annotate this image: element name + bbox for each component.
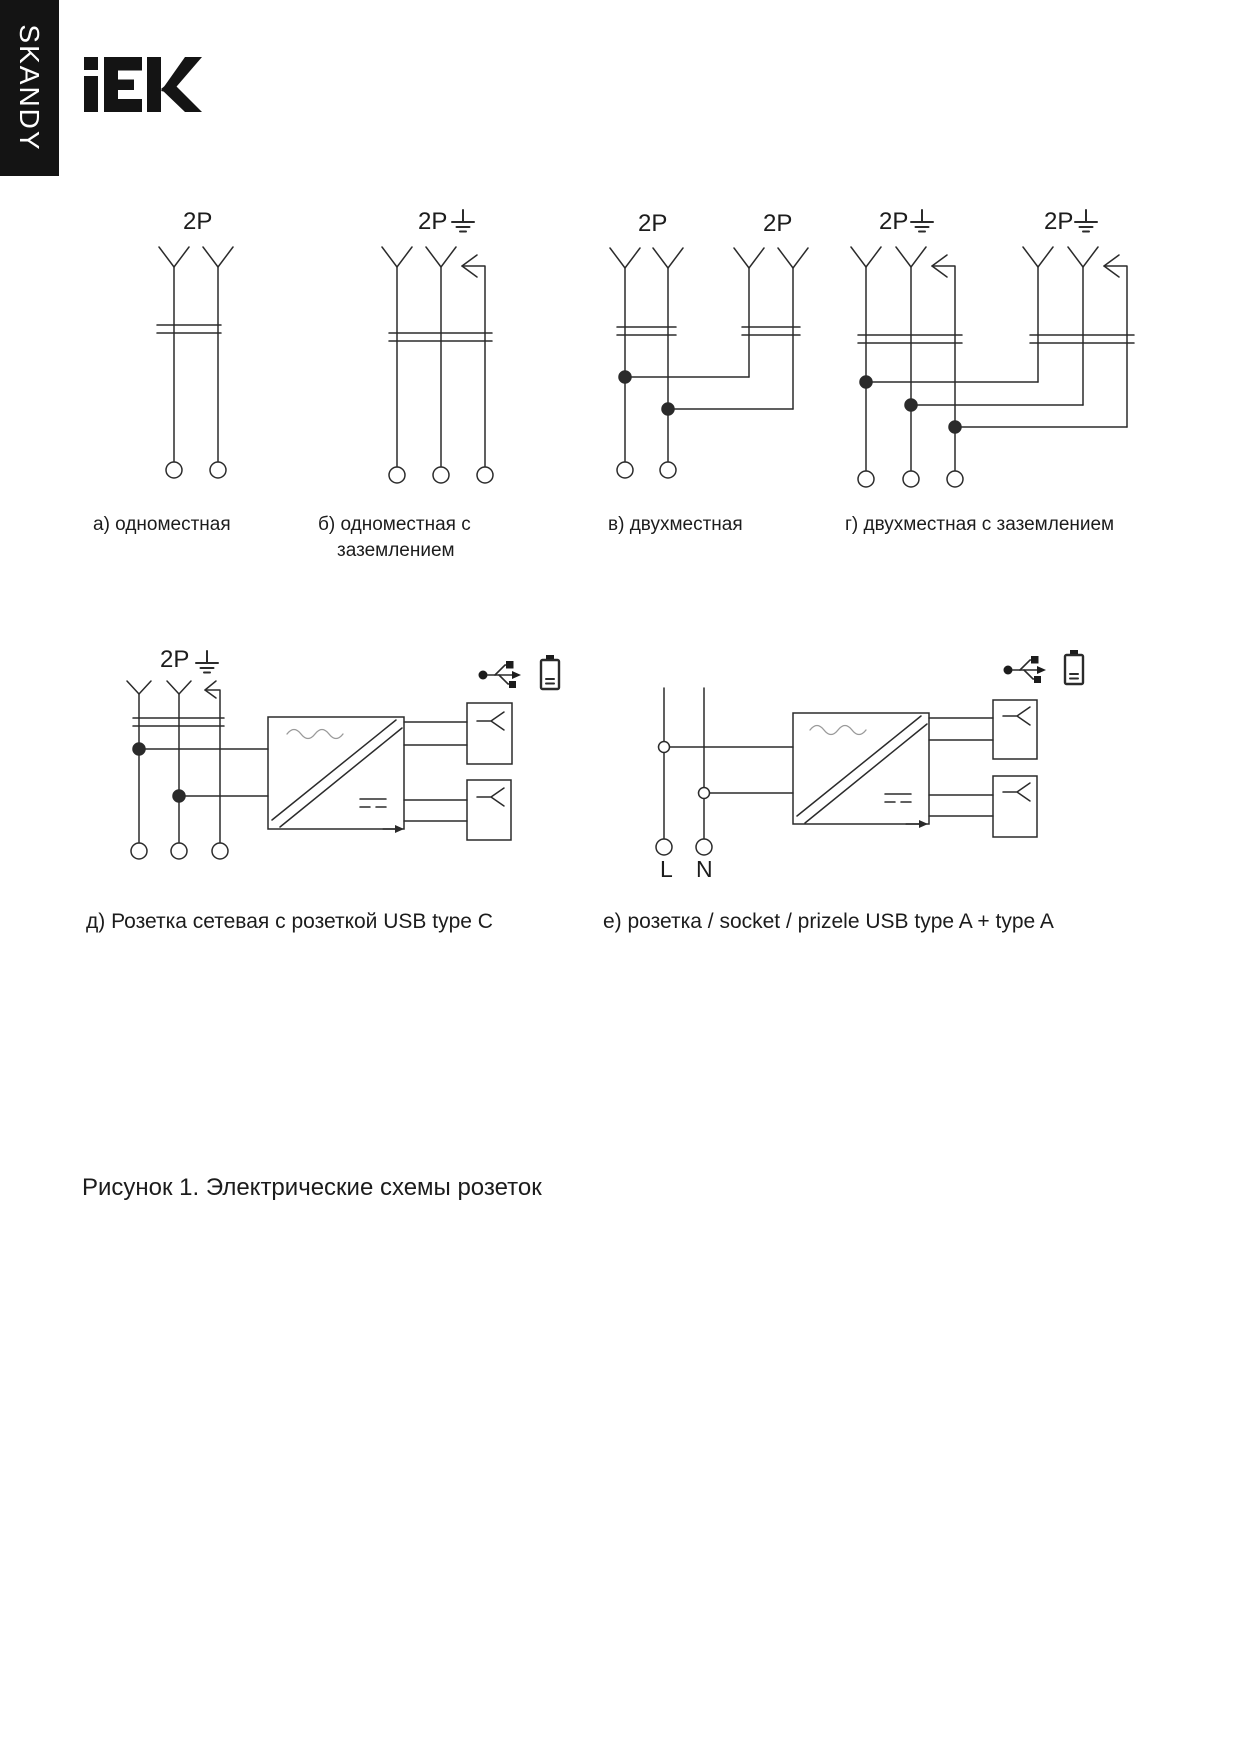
terminal (656, 839, 672, 855)
terminal (617, 462, 633, 478)
diagram-b-schematic (382, 210, 493, 483)
wires (1038, 266, 1127, 427)
socket-body-lines (157, 325, 221, 333)
terminal (166, 462, 182, 478)
socket-fork (159, 247, 233, 267)
terminal (171, 843, 187, 859)
pole-label-a: 2P (183, 208, 213, 235)
caption-e: е) розетка / socket / prizele USB type A + type A (603, 910, 1054, 933)
socket-fork (851, 247, 926, 267)
converter-diagonals (797, 716, 927, 823)
pole-label-g1: 2P (879, 208, 909, 235)
caption-g: г) двухместная с заземлением (845, 514, 1115, 535)
wires (866, 266, 955, 471)
junction-node (659, 742, 670, 753)
pole-label-v1: 2P (638, 210, 668, 237)
figure-caption: Рисунок 1. Электрические схемы розеток (82, 1174, 542, 1201)
junction-dot (860, 376, 872, 388)
ac-wave (287, 730, 343, 739)
socket-body-lines (617, 327, 800, 335)
pole-label-d: 2P (160, 646, 190, 673)
terminal (660, 462, 676, 478)
ground-symbol (196, 651, 218, 673)
diagram-a-schematic (157, 247, 233, 478)
junction-dot (905, 399, 917, 411)
diagram-v-schematic (610, 248, 808, 478)
dc-symbol (885, 794, 911, 802)
junction-dot (662, 403, 674, 415)
junction-dot (949, 421, 961, 433)
caption-a: а) одноместная (93, 514, 231, 535)
terminal (477, 467, 493, 483)
wires (174, 267, 218, 462)
line-terminal-label: L (660, 856, 673, 882)
battery-icon (1065, 650, 1083, 684)
usb-port (467, 780, 511, 840)
socket-fork (610, 248, 683, 268)
jumper-wires (625, 377, 793, 409)
pole-label-v2: 2P (763, 210, 793, 237)
output-arrowhead (919, 820, 928, 828)
diagram-e-schematic (656, 650, 1083, 855)
pole-label-b: 2P (418, 208, 448, 235)
ac-dc-converter (268, 717, 404, 833)
usb-icon (479, 661, 522, 688)
junction-dot (133, 743, 145, 755)
caption-b-line2: заземлением (337, 540, 455, 561)
usb-output-wires (929, 718, 993, 816)
pole-label-g2: 2P (1044, 208, 1074, 235)
ac-wave (810, 726, 866, 735)
socket-fork (127, 681, 191, 694)
caption-d: д) Розетка сетевая с розеткой USB type C (86, 910, 493, 933)
usb-contact-fork (1003, 707, 1030, 725)
neutral-terminal-label: N (696, 856, 713, 882)
junction-dot (619, 371, 631, 383)
usb-port (993, 700, 1037, 759)
ac-dc-converter (793, 713, 929, 828)
terminal (210, 462, 226, 478)
caption-v: в) двухместная (608, 514, 743, 535)
junction-dot (173, 790, 185, 802)
terminal (433, 467, 449, 483)
usb-port (993, 776, 1037, 837)
feed-wires (139, 749, 268, 796)
socket-fork (1023, 247, 1098, 267)
usb-contact-fork (477, 788, 504, 806)
usb-icon (1004, 656, 1047, 683)
usb-port (467, 703, 512, 764)
terminal (858, 471, 874, 487)
caption-b-line1: б) одноместная с (318, 514, 471, 535)
wires (397, 266, 485, 467)
usb-contact-fork (477, 712, 504, 730)
diagram-d-schematic (127, 651, 559, 859)
socket-fork (382, 247, 456, 267)
output-arrowhead (395, 825, 404, 833)
terminal (389, 467, 405, 483)
battery-icon (541, 655, 559, 689)
wires (139, 690, 220, 843)
junction-node (699, 788, 710, 799)
dc-symbol (360, 799, 386, 807)
ground-symbol (911, 210, 933, 232)
ground-symbol (452, 210, 474, 232)
usb-contact-fork (1003, 783, 1030, 801)
converter-diagonals (272, 720, 402, 827)
diagram-g-schematic (851, 210, 1134, 487)
series-name-vertical: SKANDY (14, 24, 45, 152)
feed-wires (670, 747, 794, 793)
terminal (696, 839, 712, 855)
socket-body-lines (858, 335, 1134, 343)
terminal (903, 471, 919, 487)
terminal (947, 471, 963, 487)
socket-fork (734, 248, 808, 268)
wires (664, 688, 704, 839)
usb-output-wires (404, 722, 467, 821)
terminal (131, 843, 147, 859)
ground-symbol (1075, 210, 1097, 232)
terminal (212, 843, 228, 859)
wires (625, 268, 793, 462)
